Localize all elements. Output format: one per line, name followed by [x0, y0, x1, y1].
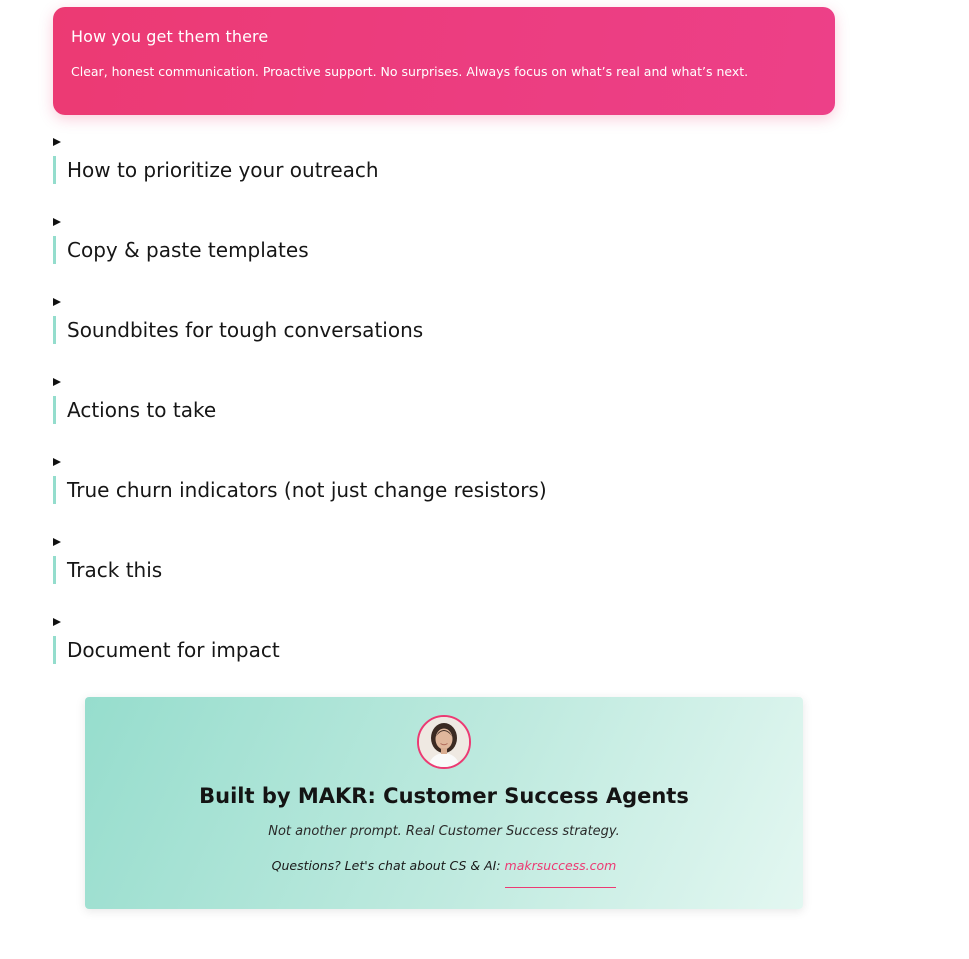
expand-triangle-icon[interactable] — [53, 618, 61, 626]
expand-triangle-icon[interactable] — [53, 138, 61, 146]
section-soundbites[interactable] — [53, 296, 853, 376]
section-heading[interactable]: Copy & paste templates — [53, 236, 309, 264]
contact-prefix: Questions? Let's chat about CS & AI: — [271, 858, 505, 873]
section-actions[interactable] — [53, 376, 853, 456]
footer-contact — [85, 858, 803, 888]
callout-text: Clear, honest communication. Proactive support. No surprises. Always focus on what’s real and what’s next. — [71, 64, 749, 79]
section-churn-indicators[interactable] — [53, 456, 853, 536]
avatar — [417, 715, 471, 769]
expand-triangle-icon[interactable] — [53, 378, 61, 386]
callout-card — [53, 7, 835, 115]
section-heading[interactable]: How to prioritize your outreach — [53, 156, 379, 184]
section-track-this[interactable] — [53, 536, 853, 616]
section-heading[interactable]: Track this — [53, 556, 162, 584]
footer-title: Built by MAKR: Customer Success Agents — [199, 784, 689, 808]
callout-title: How you get them there — [71, 27, 269, 46]
section-heading[interactable]: Soundbites for tough conversations — [53, 316, 423, 344]
expand-triangle-icon[interactable] — [53, 538, 61, 546]
footer-card — [85, 697, 803, 909]
section-heading[interactable]: Actions to take — [53, 396, 216, 424]
expand-triangle-icon[interactable] — [53, 298, 61, 306]
section-templates[interactable] — [53, 216, 853, 296]
collapsible-sections — [53, 136, 853, 696]
section-document-impact[interactable] — [53, 616, 853, 696]
website-link[interactable]: makrsuccess.com — [505, 858, 617, 888]
footer-tagline: Not another prompt. Real Customer Success strategy. — [268, 824, 620, 839]
expand-triangle-icon[interactable] — [53, 218, 61, 226]
avatar-portrait-icon — [419, 717, 469, 767]
section-heading[interactable]: Document for impact — [53, 636, 280, 664]
section-heading[interactable]: True churn indicators (not just change resistors) — [53, 476, 547, 504]
expand-triangle-icon[interactable] — [53, 458, 61, 466]
section-prioritize-outreach[interactable] — [53, 136, 853, 216]
